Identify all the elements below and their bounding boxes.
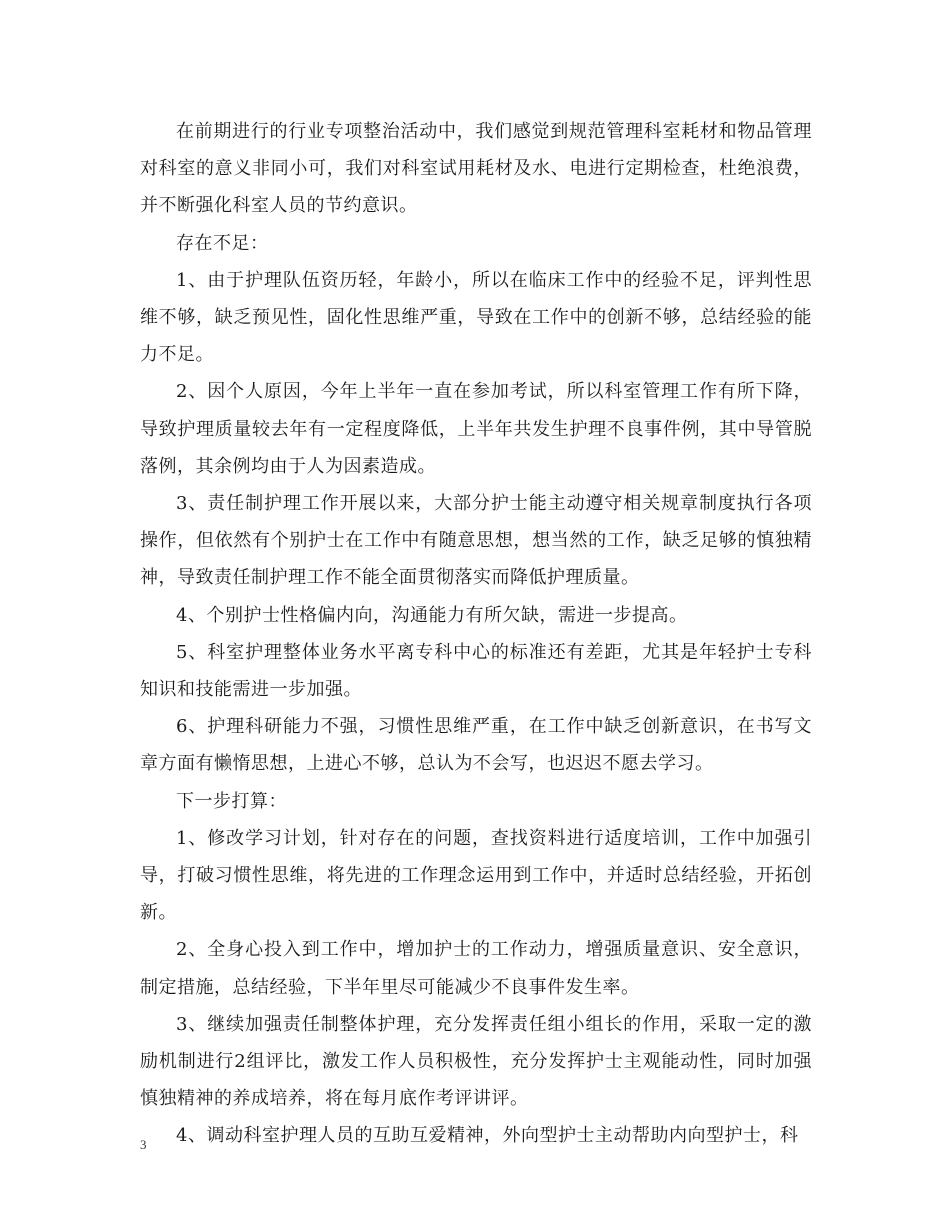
next-steps-heading: 下一步打算： [176,790,287,812]
shortcoming-item-4: 4、个别护士性格偏内向，沟通能力有所欠缺，需进一步提高。 [176,604,688,626]
intro-paragraph: 在前期进行的行业专项整治活动中，我们感觉到规范管理科室耗材和物品管理对科室的意义非同小可，我们对科室试用耗材及水、电进行定期检查，杜绝浪费，并不断强化科室人员的节约意识。 [140,121,812,217]
page-number: 3 [140,1137,147,1152]
shortcoming-item-5: 5、科室护理整体业务水平离专科中心的标准还有差距，尤其是年轻护士专科知识和技能需进一步加强。 [140,641,812,701]
shortcoming-item-3: 3、责任制护理工作开展以来，大部分护士能主动遵守相关规章制度执行各项操作，但依然有个别护士在工作中有随意思想，想当然的工作，缺乏足够的慎独精神，导致责任制护理工作不能全面贯彻落实而降低护理质量。 [140,493,812,589]
shortcoming-item-1: 1、由于护理队伍资历轻，年龄小，所以在临床工作中的经验不足，评判性思维不够，缺乏预见性，固化性思维严重，导致在工作中的创新不够，总结经验的能力不足。 [140,269,812,366]
shortcomings-heading: 存在不足： [176,232,269,254]
next-step-item-3: 3、继续加强责任制整体护理，充分发挥责任组小组长的作用，采取一定的激励机制进行2组评比，激发工作人员积极性，充分发挥护士主观能动性，同时加强慎独精神的养成培养，将在每月底作考评讲评。 [140,1013,812,1110]
shortcoming-item-2: 2、因个人原因，今年上半年一直在参加考试，所以科室管理工作有所下降，导致护理质量较去年有一定程度降低，上半年共发生护理不良事件例，其中导管脱落例，其余例均由于人为因素造成。 [140,381,812,477]
next-step-item-1: 1、修改学习计划，针对存在的问题，查找资料进行适度培训，工作中加强引导，打破习惯性思维，将先进的工作理念运用到工作中，并适时总结经验，开拓创新。 [140,827,812,924]
next-step-item-2: 2、全身心投入到工作中，增加护士的工作动力，增强质量意识、安全意识，制定措施，总结经验，下半年里尽可能减少不良事件发生率。 [140,939,812,998]
document-body [140,113,812,1155]
next-step-item-4: 4、调动科室护理人员的互助互爱精神，外向型护士主动帮助内向型护士，科 [176,1125,799,1147]
shortcoming-item-6: 6、护理科研能力不强，习惯性思维严重，在工作中缺乏创新意识，在书写文章方面有懒惰思想，上进心不够，总认为不会写，也迟迟不愿去学习。 [140,716,812,775]
